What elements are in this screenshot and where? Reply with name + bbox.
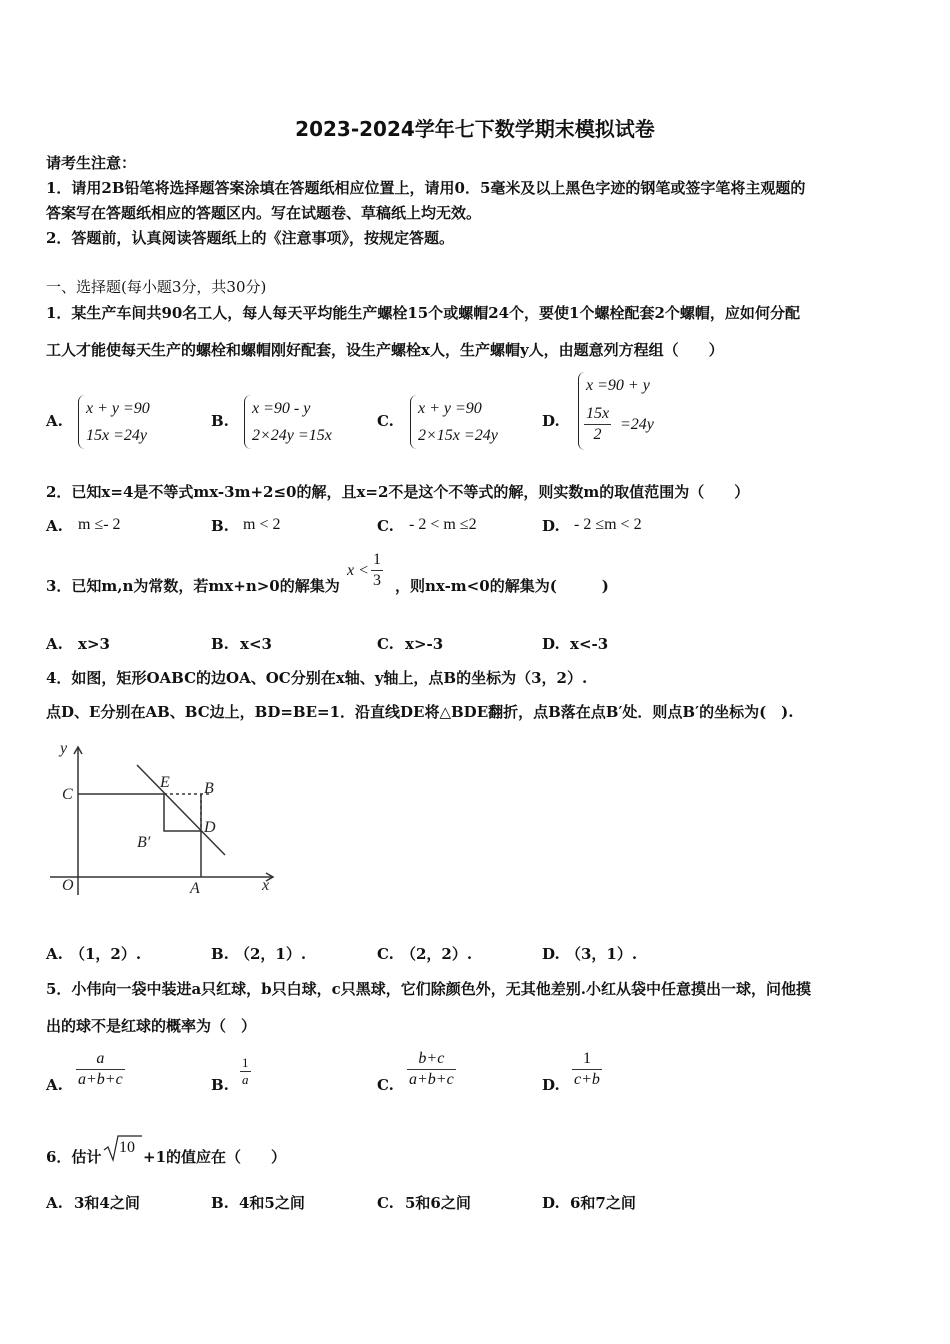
section-heading: 一、选择题(每小题3分，共30分) bbox=[46, 278, 267, 296]
notice-line-2: 2．答题前，认真阅读答题纸上的《注意事项》，按规定答题。 bbox=[46, 229, 454, 247]
q6-option-c-label: C. bbox=[377, 1194, 394, 1212]
q1-option-c-system bbox=[410, 395, 498, 449]
label-a: A bbox=[190, 880, 200, 897]
q2-option-d: - 2 ≤m < 2 bbox=[574, 516, 642, 533]
q5-option-c-fraction bbox=[407, 1049, 456, 1090]
q2-option-a-label: A. bbox=[46, 517, 63, 535]
q3-option-b-label: B. bbox=[211, 635, 229, 653]
q5-option-a-label: A. bbox=[46, 1076, 63, 1094]
q1-c-eq2: 2×15x =24y bbox=[418, 427, 498, 444]
q1-option-a-label: A. bbox=[46, 412, 63, 430]
q5-option-d-label: D. bbox=[542, 1076, 560, 1094]
q1-option-b-system bbox=[244, 395, 332, 449]
q5-option-c-label: C. bbox=[377, 1076, 394, 1094]
q6-option-d: 6和7之间 bbox=[570, 1194, 636, 1212]
q5-c-numerator: b+c bbox=[418, 1050, 445, 1067]
q1-d-fraction bbox=[584, 404, 611, 445]
q6-option-b: 4和5之间 bbox=[239, 1194, 305, 1212]
q3-text-post: ，则nx-m<0的解集为( ) bbox=[395, 577, 609, 595]
q1-c-eq1: x + y =90 bbox=[418, 400, 482, 417]
q5-a-numerator: a bbox=[96, 1050, 105, 1067]
q1-d-numerator: 15x bbox=[586, 405, 610, 422]
q4-option-a: （1，2）. bbox=[70, 945, 142, 963]
notice-heading: 请考生注意： bbox=[46, 154, 137, 172]
q5-line-1: 5．小伟向一袋中装进a只红球，b只白球，c只黑球，它们除颜色外，无其他差别.小红从袋中任意摸出一球，问他摸 bbox=[46, 980, 812, 998]
q4-option-d: （3，1）. bbox=[566, 945, 638, 963]
q4-option-c: （2，2）. bbox=[401, 945, 473, 963]
q5-line-2: 出的球不是红球的概率为（ ） bbox=[46, 1017, 257, 1035]
q3-option-a: x>3 bbox=[78, 635, 110, 653]
q6-option-c: 5和6之间 bbox=[405, 1194, 471, 1212]
q4-option-b: （2，1）. bbox=[235, 945, 307, 963]
q5-c-denominator: a+b+c bbox=[409, 1071, 454, 1088]
q6-option-b-label: B. bbox=[211, 1194, 229, 1212]
q2-option-a: m ≤- 2 bbox=[78, 516, 121, 533]
q3-text-pre: 3．已知m,n为常数，若mx+n>0的解集为 bbox=[46, 577, 340, 595]
q5-a-denominator: a+b+c bbox=[78, 1071, 123, 1088]
q1-b-eq2: 2×24y =15x bbox=[252, 427, 332, 444]
q1-option-d-label: D. bbox=[542, 412, 560, 430]
q3-option-d: x<-3 bbox=[570, 635, 609, 653]
q3-fraction bbox=[371, 550, 383, 591]
q4-figure bbox=[40, 735, 285, 900]
q3-option-c: x>-3 bbox=[405, 635, 444, 653]
q5-option-b-fraction bbox=[240, 1055, 251, 1088]
q6-text-post: +1的值应在（ ） bbox=[143, 1148, 287, 1166]
label-o: O bbox=[62, 877, 74, 894]
q5-d-numerator: 1 bbox=[582, 1050, 591, 1067]
label-y: y bbox=[60, 740, 68, 757]
q1-option-b-label: B. bbox=[211, 412, 229, 430]
q4-line-1: 4．如图，矩形OABC的边OA、OC分别在x轴、y轴上，点B的坐标为（3，2）. bbox=[46, 669, 588, 687]
q4-option-d-label: D. bbox=[542, 945, 560, 963]
q3-numerator: 1 bbox=[373, 551, 381, 568]
label-b: B bbox=[204, 780, 214, 797]
q6-text-pre: 6．估计 bbox=[46, 1148, 102, 1166]
q2-option-d-label: D. bbox=[542, 517, 560, 535]
label-c: C bbox=[62, 786, 73, 803]
q4-option-a-label: A. bbox=[46, 945, 63, 963]
q2-option-b: m < 2 bbox=[243, 516, 281, 533]
label-b-prime: B′ bbox=[137, 834, 151, 851]
q2-option-c: - 2 < m ≤2 bbox=[409, 516, 477, 533]
q1-option-a-system bbox=[78, 395, 150, 449]
q5-d-denominator: c+b bbox=[574, 1071, 600, 1088]
q1-b-eq1: x =90 - y bbox=[252, 400, 311, 417]
q5-b-numerator: 1 bbox=[242, 1055, 249, 1070]
q3-option-a-label: A. bbox=[46, 635, 63, 653]
q1-a-eq2: 15x =24y bbox=[86, 427, 147, 444]
q4-line-2: 点D、E分别在AB、BC边上，BD=BE=1．沿直线DE将△BDE翻折，点B落在点B′处．则点B′的坐标为( ). bbox=[46, 703, 794, 721]
q5-option-d-fraction bbox=[572, 1049, 602, 1090]
q3-option-c-label: C. bbox=[377, 635, 394, 653]
q6-radicand: 10 bbox=[119, 1139, 135, 1156]
q1-d-denominator: 2 bbox=[584, 424, 611, 445]
label-d: D bbox=[204, 819, 216, 836]
q6-option-d-label: D. bbox=[542, 1194, 560, 1212]
q2-option-c-label: C. bbox=[377, 517, 394, 535]
q3-denominator: 3 bbox=[373, 572, 381, 589]
q3-var: x < bbox=[347, 562, 369, 579]
q5-b-denominator: a bbox=[242, 1072, 249, 1087]
q1-line-1: 1．某生产车间共90名工人，每人每天平均能生产螺栓15个或螺帽24个，要使1个螺栓配套2个螺帽，应如何分配 bbox=[46, 304, 800, 322]
notice-line-1b: 答案写在答题纸相应的答题区内。写在试题卷、草稿纸上均无效。 bbox=[46, 204, 482, 222]
page-title: 2023-2024学年七下数学期末模拟试卷 bbox=[295, 117, 655, 141]
q2-text: 2．已知x=4是不等式mx-3m+2≤0的解，且x=2不是这个不等式的解，则实数m的取值范围为（ ） bbox=[46, 483, 750, 501]
q5-option-b-label: B. bbox=[211, 1076, 229, 1094]
q3-option-d-label: D. bbox=[542, 635, 560, 653]
q2-option-b-label: B. bbox=[211, 517, 229, 535]
q1-d-rhs: =24y bbox=[620, 416, 654, 433]
q4-option-c-label: C. bbox=[377, 945, 394, 963]
q6-option-a: 3和4之间 bbox=[74, 1194, 140, 1212]
q1-d-eq1: x =90 + y bbox=[586, 377, 650, 394]
q3-option-b: x<3 bbox=[240, 635, 272, 653]
q5-option-a-fraction bbox=[76, 1049, 125, 1090]
q1-option-c-label: C. bbox=[377, 412, 394, 430]
q6-option-a-label: A. bbox=[46, 1194, 63, 1212]
notice-line-1: 1．请用2B铅笔将选择题答案涂填在答题纸相应位置上，请用0．5毫米及以上黑色字迹的钢笔或签字笔将主观题的 bbox=[46, 179, 806, 197]
label-e: E bbox=[160, 774, 170, 791]
q1-line-2: 工人才能使每天生产的螺栓和螺帽刚好配套，设生产螺栓x人，生产螺帽y人，由题意列方程组（ ） bbox=[46, 341, 724, 359]
label-x: x bbox=[262, 877, 270, 894]
q1-a-eq1: x + y =90 bbox=[86, 400, 150, 417]
q4-option-b-label: B. bbox=[211, 945, 229, 963]
